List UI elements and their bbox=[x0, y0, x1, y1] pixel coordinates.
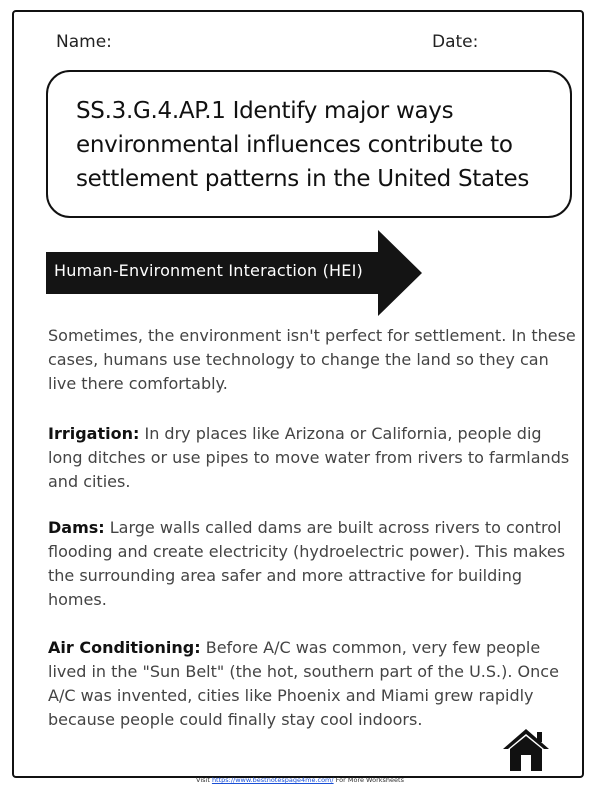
standard-text: SS.3.G.4.AP.1 Identify major ways environmental influences contribute to settlement patterns in the United States bbox=[76, 98, 530, 192]
text-air-conditioning: Before A/C was common, very few people lived in the "Sun Belt" (the hot, southern part of the U.S.). Once A/C was invented, cities like Phoenix and Miami grew rapidly because people could finally stay cool indoors. bbox=[48, 638, 559, 729]
section-dams bbox=[48, 516, 578, 612]
footer-link[interactable]: https://www.bestnotespage4me.com/ bbox=[211, 776, 334, 784]
standard-box bbox=[46, 70, 572, 218]
term-dams: Dams: bbox=[48, 518, 105, 537]
section-irrigation bbox=[48, 422, 578, 494]
text-dams: Large walls called dams are built across rivers to control flooding and create electricity (hydroelectric power). This makes the surrounding area safer and more attractive for building homes. bbox=[48, 518, 566, 609]
footer-suffix: For More Worksheets bbox=[333, 776, 404, 784]
home-icon[interactable] bbox=[502, 727, 550, 773]
footer-prefix: Visit bbox=[196, 776, 212, 784]
name-label: Name: bbox=[56, 32, 112, 52]
term-irrigation: Irrigation: bbox=[48, 424, 140, 443]
intro-paragraph: Sometimes, the environment isn't perfect for settlement. In these cases, humans use technology to change the land so they can live there comfortably. bbox=[48, 326, 576, 393]
date-label: Date: bbox=[432, 32, 479, 52]
section-air-conditioning bbox=[48, 636, 578, 732]
text-irrigation: In dry places like Arizona or California, people dig long ditches or use pipes to move water from rivers to farmlands and cities. bbox=[48, 424, 570, 491]
section-banner bbox=[46, 230, 422, 316]
footer bbox=[0, 776, 600, 784]
banner-title: Human-Environment Interaction (HEI) bbox=[54, 261, 363, 280]
term-air-conditioning: Air Conditioning: bbox=[48, 638, 201, 657]
